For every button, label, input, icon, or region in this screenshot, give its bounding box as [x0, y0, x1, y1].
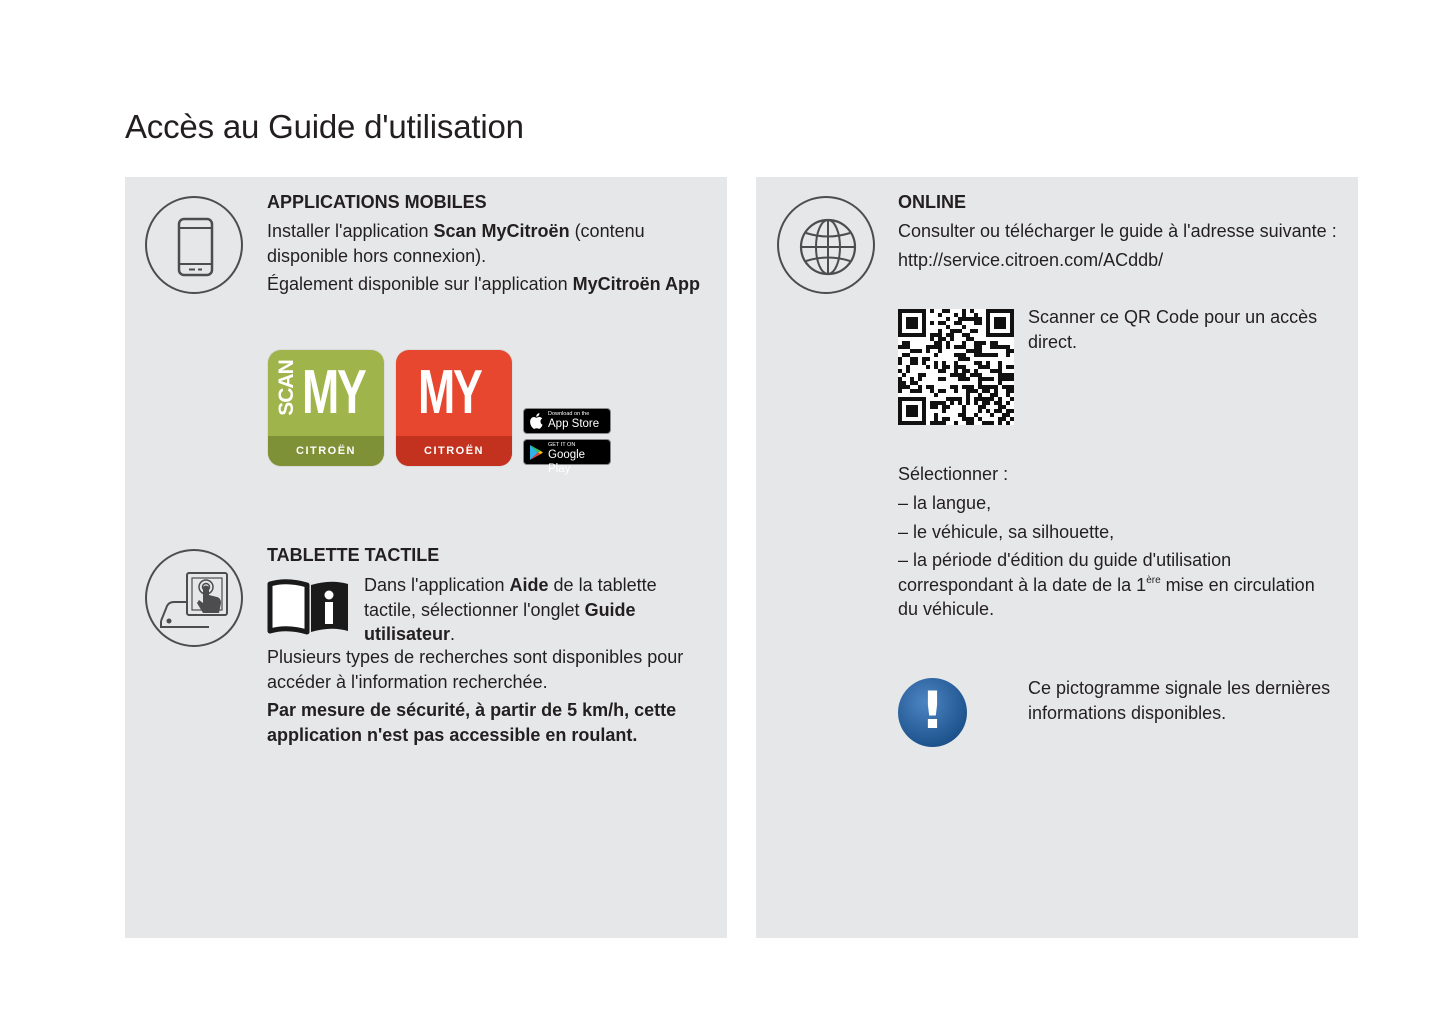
mobile-heading: APPLICATIONS MOBILES: [267, 192, 487, 212]
open-book-info-icon: [267, 578, 351, 635]
scan-mycitroen-app-icon[interactable]: [268, 350, 384, 466]
my-app-brand: CITROËN: [396, 436, 512, 466]
scan-app-brand: CITROËN: [268, 436, 384, 466]
mobile-install-text: Installer l'application Scan MyCitroën (contenu disponible hors connexion).: [267, 221, 645, 266]
qr-code[interactable]: [898, 309, 1014, 425]
select-item-edition-period: – la période d'édition du guide d'utilisation correspondant à la date de la 1ère mise en circulation du véhicule.: [898, 550, 1315, 619]
tablet-safety-warning: Par mesure de sécurité, à partir de 5 km/h, cette application n'est pas accessible en roulant.: [267, 700, 677, 745]
info-pictogram-text: Ce pictogramme signale les dernières informations disponibles.: [1028, 678, 1331, 723]
my-label: MY: [418, 358, 481, 427]
scan-label: SCAN: [275, 360, 298, 416]
mycitroen-app-icon[interactable]: [396, 350, 512, 466]
mobile-also-available-text: Également disponible sur l'application MyCitroën App: [267, 274, 700, 294]
app-store-small-text: Download on the: [548, 411, 590, 417]
app-store-big-text: App Store: [548, 418, 600, 430]
tablet-search-text: Plusieurs types de recherches sont disponibles pour accéder à l'information recherchée.: [267, 647, 684, 692]
select-label: Sélectionner :: [898, 464, 1009, 484]
select-item-language: – la langue,: [898, 493, 992, 513]
tablet-instruction-text: Dans l'application Aide de la tablette tactile, sélectionner l'onglet Guide utilisateur.: [364, 575, 657, 644]
tablet-heading: TABLETTE TACTILE: [267, 545, 440, 565]
smartphone-icon: [145, 196, 243, 294]
apple-icon: [529, 413, 543, 429]
touchscreen-icon: [145, 549, 243, 647]
google-play-icon: [529, 444, 544, 461]
online-heading: ONLINE: [898, 192, 967, 212]
page-title: Accès au Guide d'utilisation: [125, 108, 524, 145]
app-store-badge[interactable]: [523, 408, 611, 434]
my-label: MY: [302, 358, 365, 427]
select-item-vehicle: – le véhicule, sa silhouette,: [898, 522, 1115, 542]
info-exclamation-icon: !: [898, 678, 967, 747]
qr-code-caption: Scanner ce QR Code pour un accès direct.: [1028, 307, 1318, 352]
globe-icon: [777, 196, 875, 294]
google-play-badge[interactable]: [523, 439, 611, 475]
online-instruction-text: Consulter ou télécharger le guide à l'adresse suivante :: [898, 221, 1337, 241]
online-url-link[interactable]: http://service.citroen.com/ACddb/: [898, 250, 1164, 270]
google-play-small-text: GET IT ON: [548, 442, 576, 448]
google-play-big-text: Google Play: [548, 449, 586, 475]
